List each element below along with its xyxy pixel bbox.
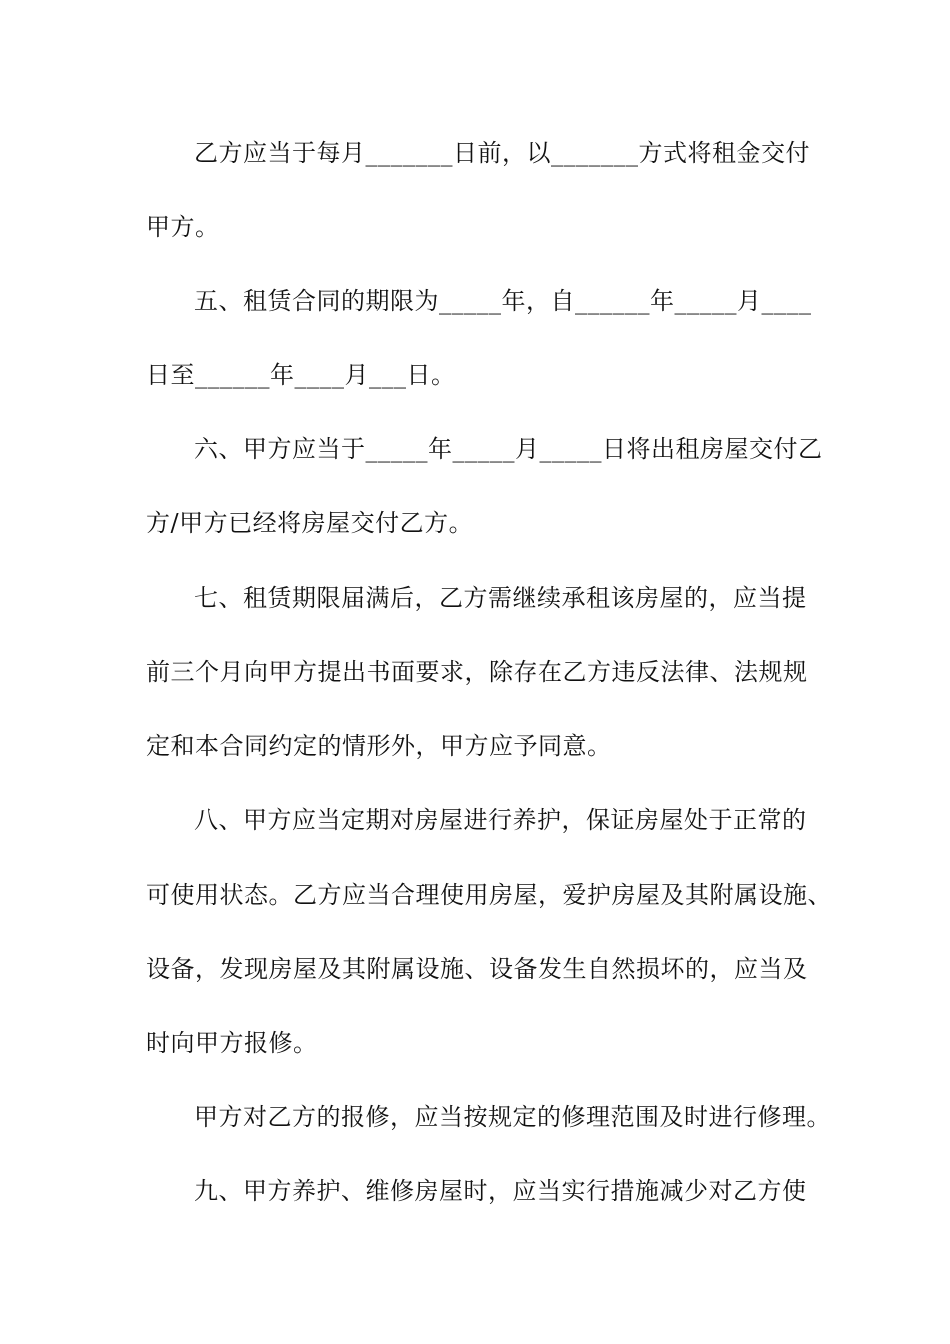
text-line-6: 方/甲方已经将房屋交付乙方。 [146,509,474,537]
text-line-15: 九、甲方养护、维修房屋时，应当实行措施减少对乙方使 [194,1177,807,1205]
text-line-13: 时向甲方报修。 [146,1029,318,1057]
text-line-1: 乙方应当于每月_______日前，以_______方式将租金交付 [194,139,810,167]
text-line-8: 前三个月向甲方提出书面要求，除存在乙方违反法律、法规规 [146,658,808,686]
text-line-2: 甲方。 [146,213,220,241]
text-line-4: 日至______年____月___日。 [146,361,456,389]
text-line-11: 可使用状态。乙方应当合理使用房屋，爱护房屋及其附属设施、 [146,881,832,909]
text-line-3: 五、租赁合同的期限为_____年，自______年_____月____ [194,287,812,315]
text-line-12: 设备，发现房屋及其附属设施、设备发生自然损坏的，应当及 [146,955,808,983]
text-line-14: 甲方对乙方的报修，应当按规定的修理范围及时进行修理。 [194,1103,831,1131]
text-line-5: 六、甲方应当于_____年_____月_____日将出租房屋交付乙 [194,435,823,463]
text-line-9: 定和本合同约定的情形外，甲方应予同意。 [146,732,612,760]
text-line-10: 八、甲方应当定期对房屋进行养护，保证房屋处于正常的 [194,806,807,834]
text-line-7: 七、租赁期限届满后，乙方需继续承租该房屋的，应当提 [194,584,807,612]
